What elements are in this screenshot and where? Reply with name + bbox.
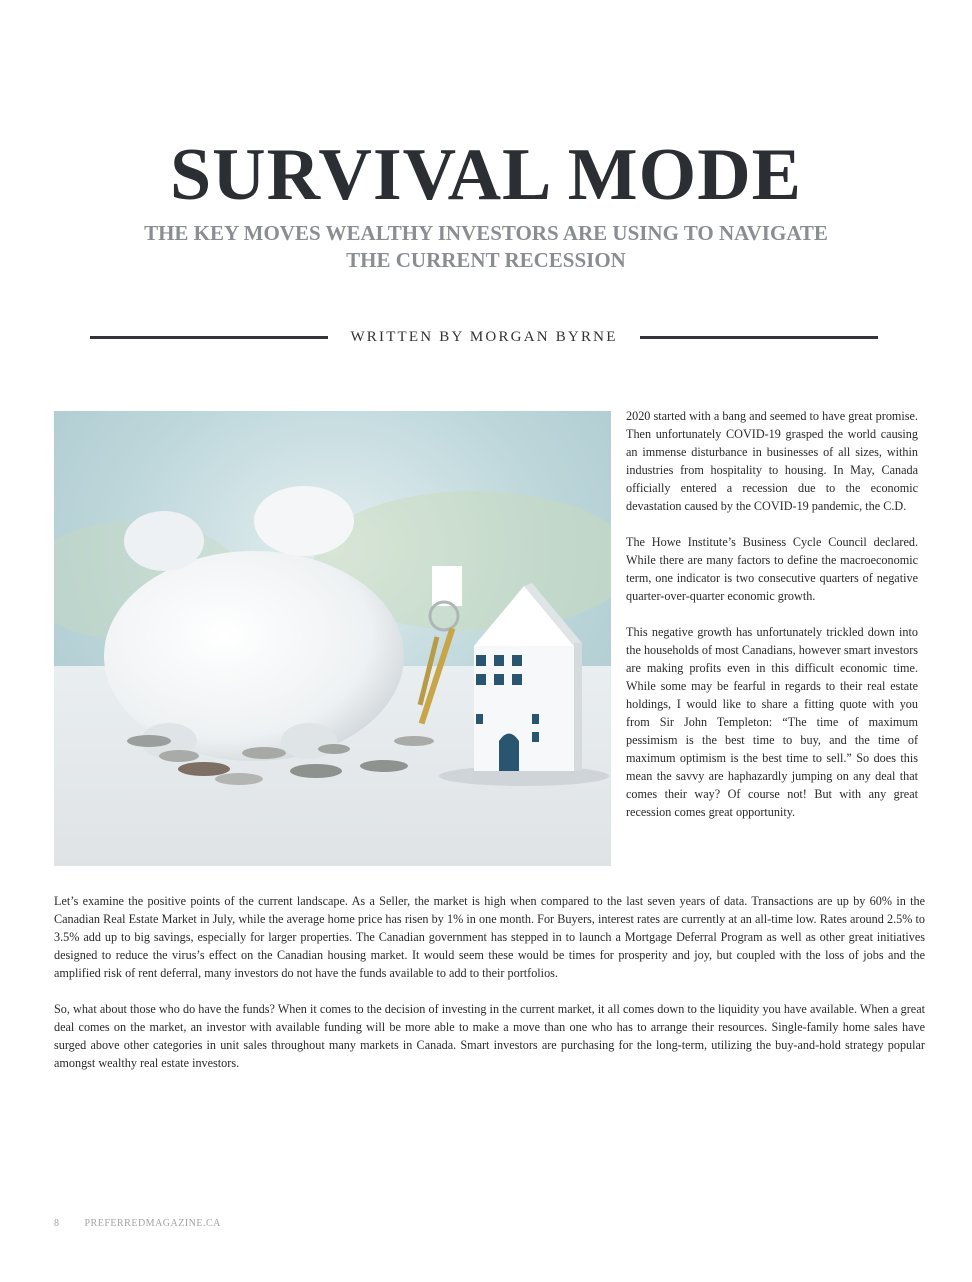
full-width-column [54, 892, 925, 1090]
piggy-bank-house-photo [54, 411, 611, 866]
byline-rule-right [640, 336, 878, 339]
byline-row [90, 326, 878, 348]
byline: WRITTEN BY MORGAN BYRNE [350, 329, 618, 345]
side-paragraph-2: The Howe Institute’s Business Cycle Council declared. While there are many factors to define the macroeconomic term, one indicator is two consecutive quarters of negative quarter-over-quarter economic growth. [626, 535, 918, 603]
article-title: SURVIVAL MODE [170, 134, 802, 216]
side-column [626, 407, 918, 839]
page-footer [54, 1218, 221, 1229]
site-link: PREFERREDMAGAZINE.CA [84, 1218, 221, 1229]
body-paragraph-1: Let’s examine the positive points of the current landscape. As a Seller, the market is high when compared to the last seven years of data. Transactions are up by 60% in the Canadian Real Estate Market in July, while the average home price has risen by 1% in one month. For Buyers, interest rates are currently at an all-time low. Rates around 2.5% to 3.5% add up to big savings, especially for larger properties. The Canadian government has stepped in to launch a Mortgage Deferral Program as well as other great initiatives designed to reduce the virus’s effect on the Canadian housing market. It would seem these would be times for prosperity and joy, but coupled with the loss of jobs and the amplified risk of rent deferral, many investors do not have the funds available to add to their portfolios. [54, 894, 925, 980]
article-subtitle: THE KEY MOVES WEALTHY INVESTORS ARE USING TO NAVIGATE THE CURRENT RECESSION [144, 221, 828, 272]
byline-rule-left [90, 336, 328, 339]
page-number: 8 [54, 1218, 60, 1229]
side-paragraph-1: 2020 started with a bang and seemed to have great promise. Then unfortunately COVID-19 grasped the world causing an immense disturbance in businesses of all sizes, within industries from hospitality to housing. In May, Canada officially entered a recession due to the economic devastation caused by the COVID-19 pandemic, the C.D. [626, 409, 918, 513]
body-paragraph-2: So, what about those who do have the funds? When it comes to the decision of investing in the current market, it all comes down to the liquidity you have available. When a great deal comes on the market, an investor with available funding will be more able to make a move than one who has to arrange their resources. Single-family home sales have surged above other categories in unit sales throughout many markets in Canada. Smart investors are purchasing for the long-term, utilizing the buy-and-hold strategy popular amongst wealthy real estate investors. [54, 1002, 925, 1070]
side-paragraph-3: This negative growth has unfortunately trickled down into the households of most Canadians, however smart investors are making profits even in this difficult economic time. While some may be fearful in regards to their real estate holdings, I would like to share a fitting quote with you from Sir John Templeton: “The time of maximum pessimism is the best time to buy, and the time of maximum optimism is the best time to sell.” So does this mean the savvy are haphazardly jumping on any deal that comes their way? Of course not! But with any great recession comes great opportunity. [626, 625, 918, 819]
